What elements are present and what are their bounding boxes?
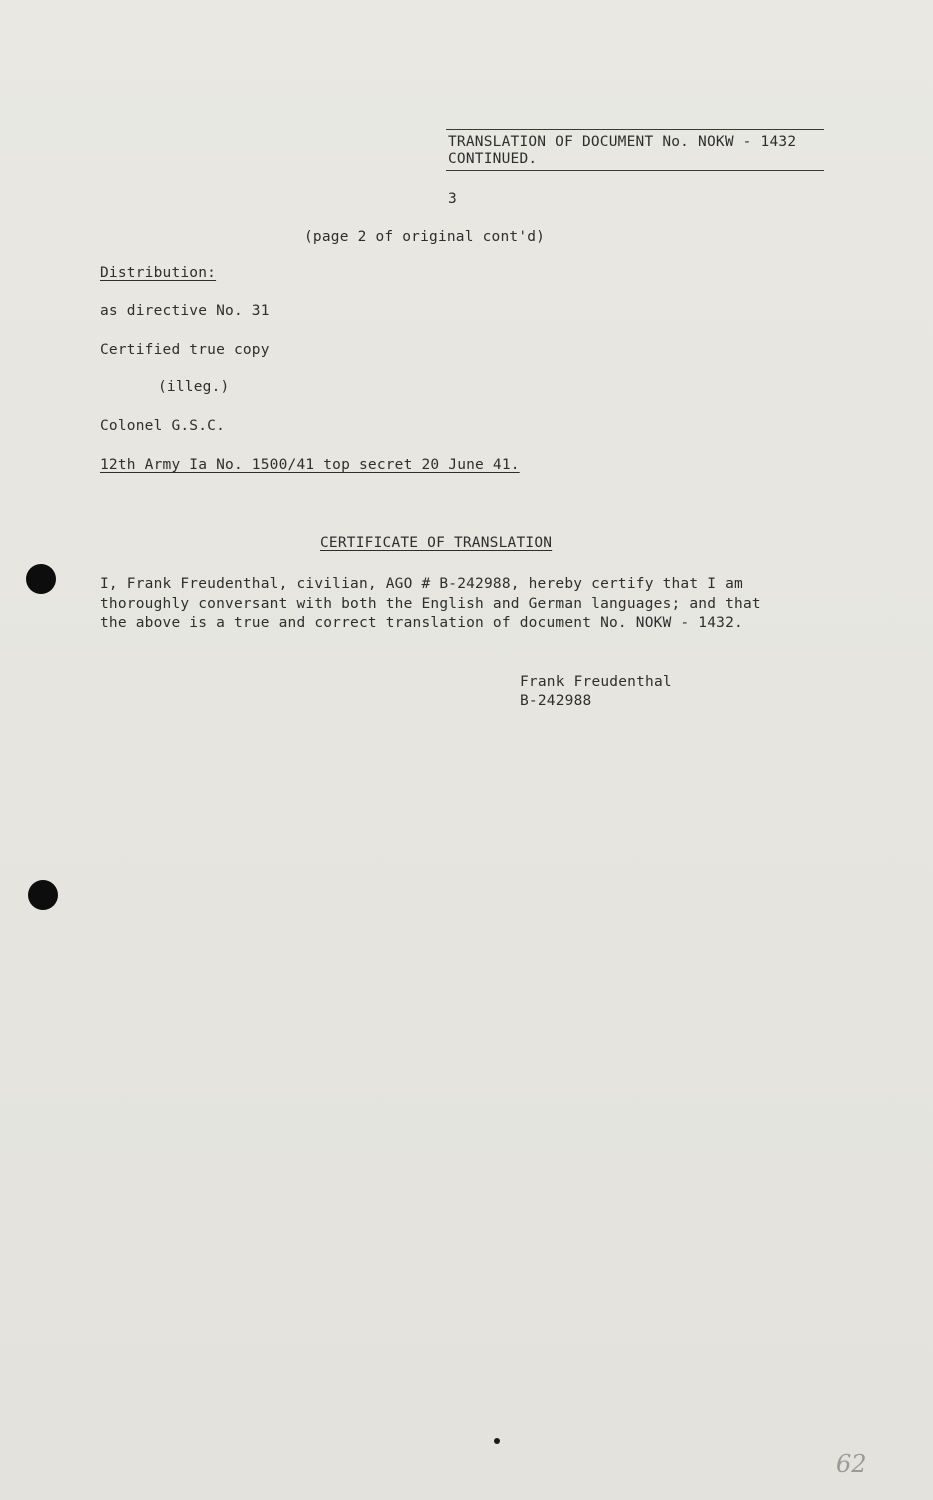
handwritten-page-mark: 62 — [836, 1450, 867, 1478]
rank-line: Colonel G.S.C. — [100, 418, 226, 434]
certificate-title: CERTIFICATE OF TRANSLATION — [320, 535, 553, 551]
page-number: 3 — [448, 191, 457, 207]
header-line-2: CONTINUED. — [448, 151, 538, 167]
certified-copy-line: Certified true copy — [100, 342, 270, 358]
distribution-label: Distribution: — [100, 265, 217, 281]
certificate-line-3: the above is a true and correct translation of document No. NOKW - 1432. — [100, 615, 743, 631]
punch-hole-lower — [28, 880, 58, 910]
page-note: (page 2 of original cont'd) — [304, 229, 546, 245]
reference-line: 12th Army Ia No. 1500/41 top secret 20 June 41. — [100, 457, 520, 473]
illegible-signature-note: (illeg.) — [158, 379, 230, 395]
signer-name: Frank Freudenthal — [520, 674, 672, 690]
distribution-directive: as directive No. 31 — [100, 303, 270, 319]
header-rule-bottom — [446, 170, 824, 171]
paper-speck — [494, 1438, 500, 1444]
certificate-line-1: I, Frank Freudenthal, civilian, AGO # B-242988, hereby certify that I am — [100, 576, 743, 592]
certificate-line-2: thoroughly conversant with both the English and German languages; and that — [100, 595, 761, 612]
header-line-1: TRANSLATION OF DOCUMENT No. NOKW - 1432 — [448, 134, 797, 150]
header-rule-top — [446, 129, 824, 130]
certificate-paragraph — [100, 575, 820, 634]
punch-hole-upper — [26, 564, 56, 594]
signer-id: B-242988 — [520, 693, 592, 709]
